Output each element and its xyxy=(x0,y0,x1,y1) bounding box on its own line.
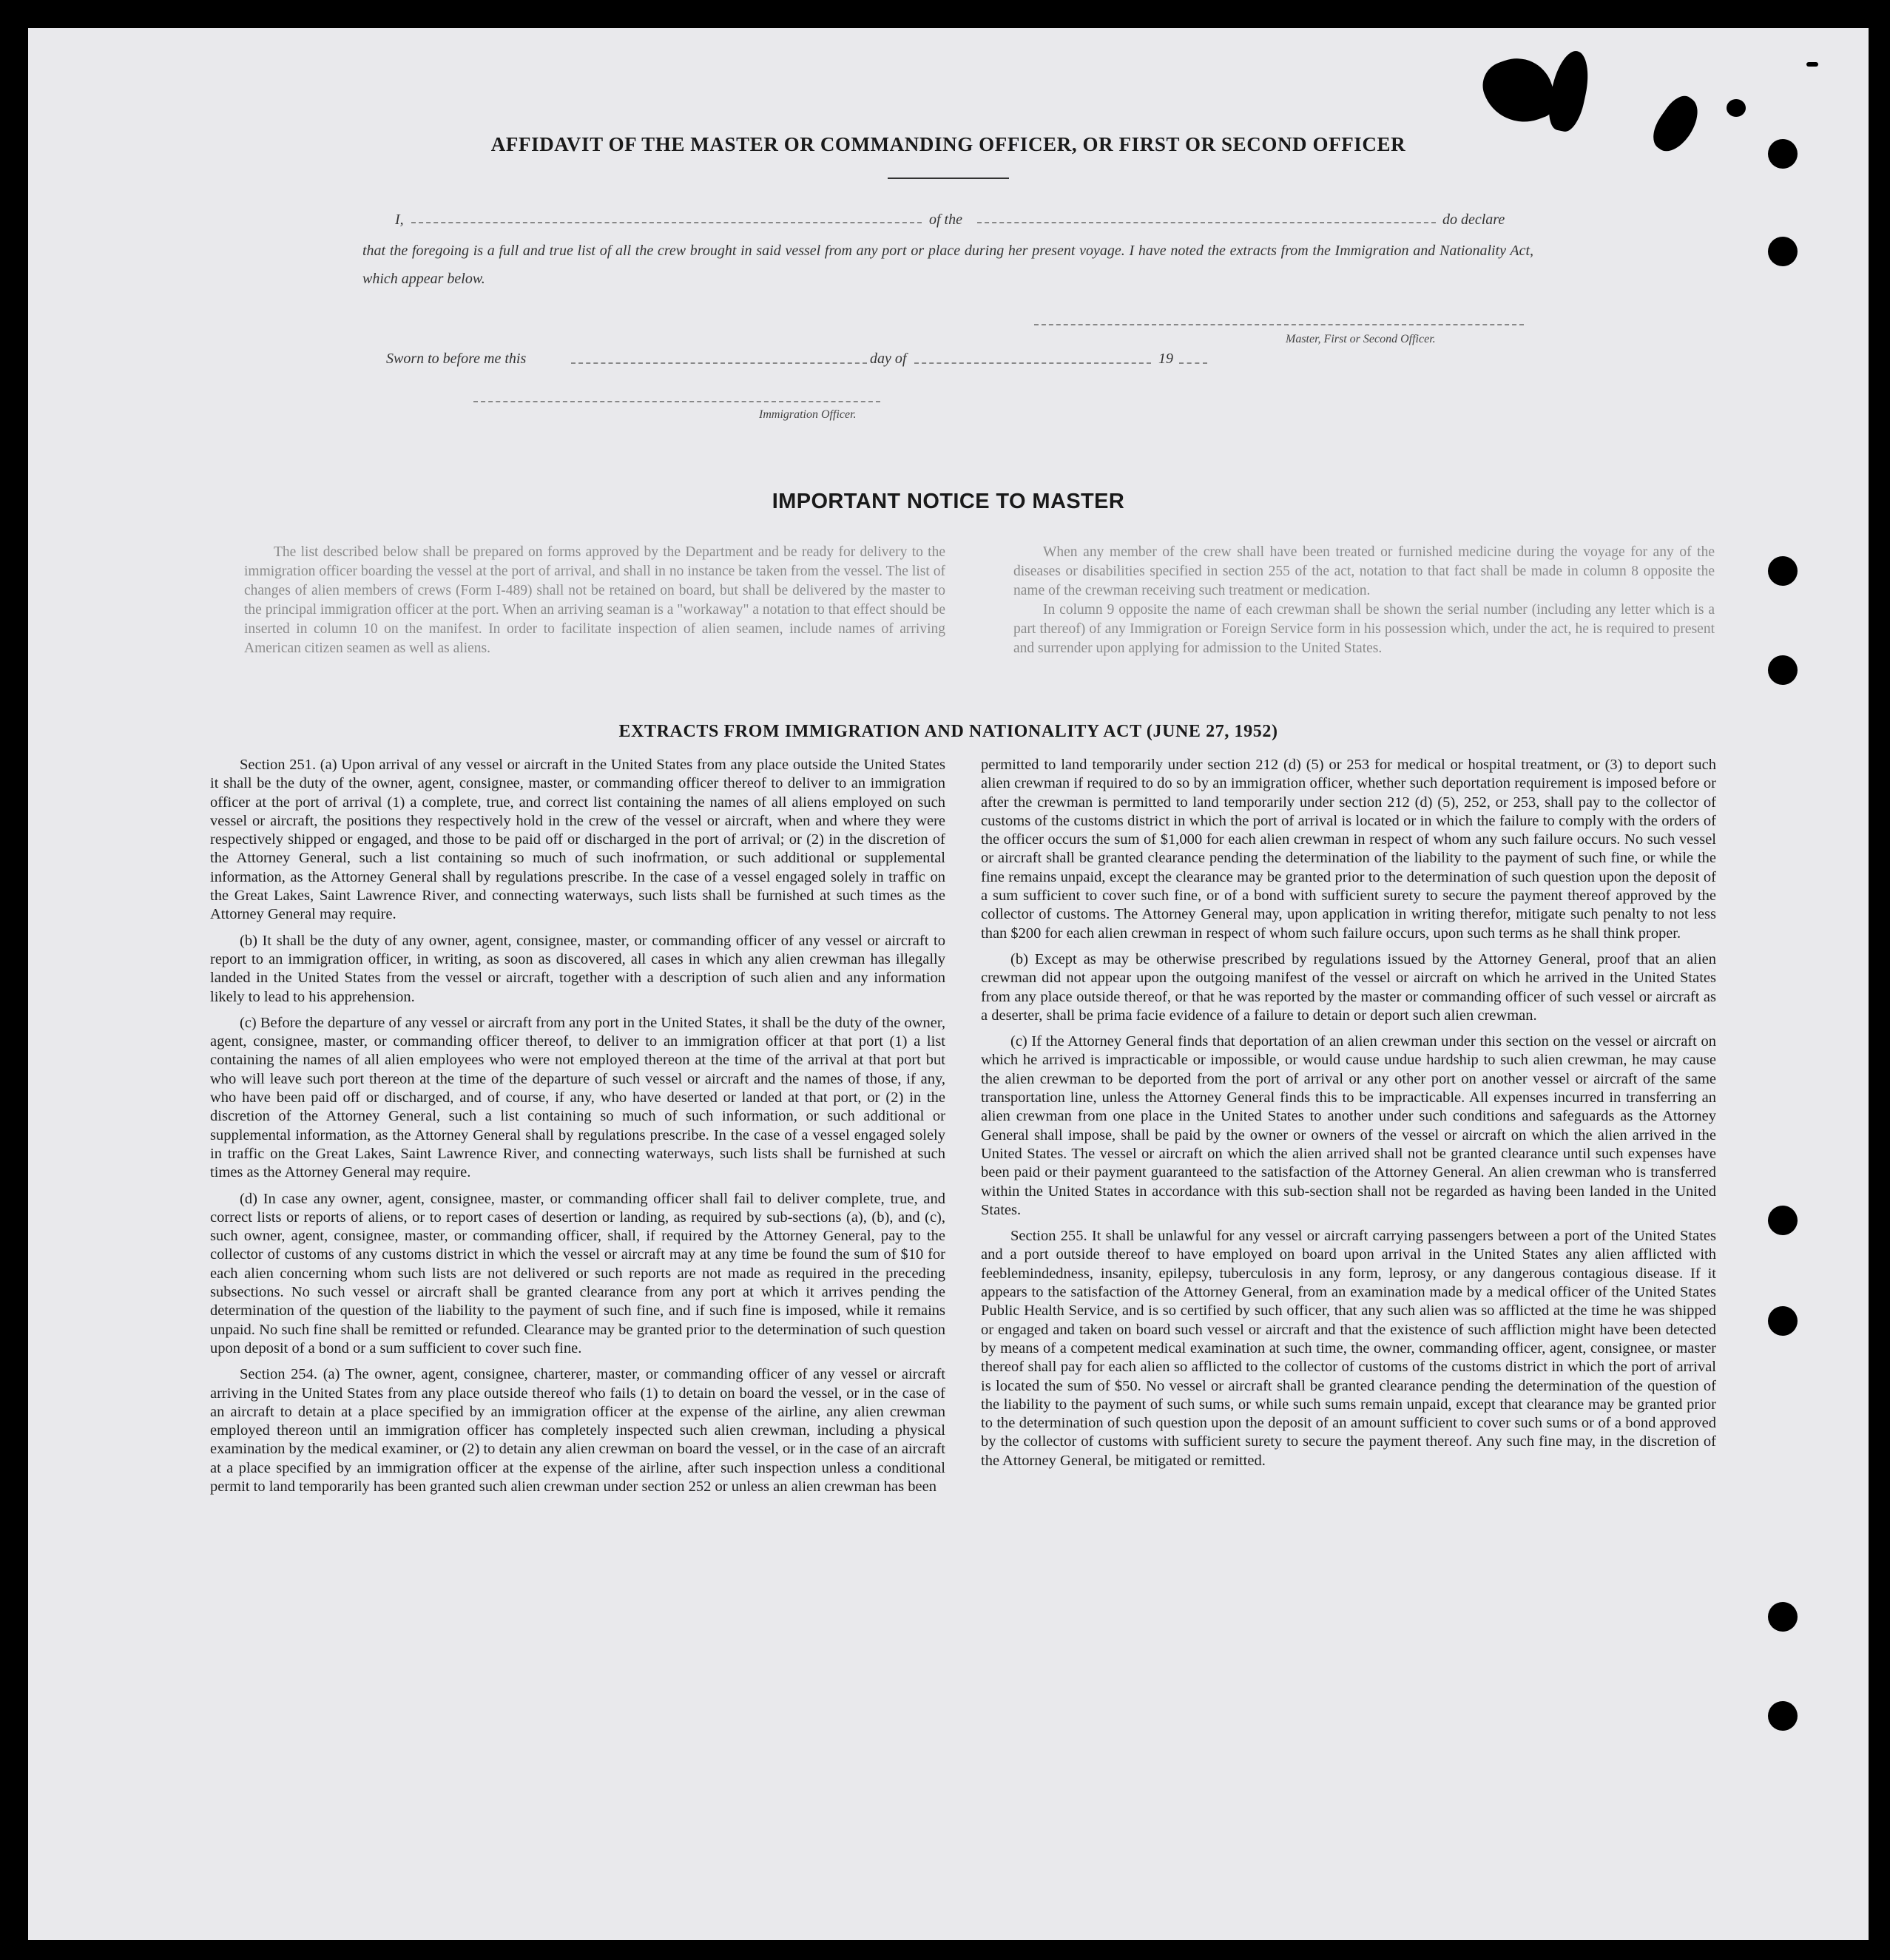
extracts-left-column xyxy=(210,756,945,1504)
section-251b: (b) It shall be the duty of any owner, agent, consignee, master, or commanding officer of any vessel or aircraft to report to an immigration officer, in writing, as soon as discovered, all cases in which any alien crewman has illegally landed in the United States from the vessel or aircraft, together with a description of such alien and any information likely to lead to his apprehension. xyxy=(210,932,945,1005)
section-254c: (c) If the Attorney General finds that deportation of an alien crewman under this section on the vessel or aircraft on which he arrived is impracticable or impossible, or would cause undue hardship to such alien crewman, he may cause the alien crewman to be deported from the port of arrival or any other port on another vessel or aircraft of the same transportation line, unless the Attorney General finds this to be impracticable. All expenses incurred in transferring an alien crewman from one place in the United States to another under such conditions and safeguards as the Attorney General shall impose, shall be paid by the owner or owners of the vessel or aircraft on which the alien arrived in the United States. The vessel or aircraft on which the alien arrived shall not be granted clearance until such expenses have been paid or their payment guaranteed to the satisfaction of the Attorney General. An alien crewman who is transferred within the United States in accordance with this sub-section shall not be regarded as having been landed in the United States. xyxy=(981,1033,1716,1218)
section-254b: (b) Except as may be otherwise prescribed by regulations issued by the Attorney General, proof that an alien crewman did not appear upon the outgoing manifest of the vessel or aircraft on which he arrived in the United States from any place outside thereof, or that he was reported by the master or commanding officer of such vessel or aircraft as a deserter, shall be prima facie evidence of a failure to detain or deport such alien crewman. xyxy=(981,950,1716,1024)
sworn-month-field[interactable] xyxy=(914,362,1151,364)
notice-right-paragraph-2: In column 9 opposite the name of each crewman shall be shown the serial number (including any letter which is a part thereof) of any Immigration or Foreign Service form in his possession which, under the act, he is required to present and surrender upon applying for admission to the United States. xyxy=(1013,602,1715,656)
year-label: 19 xyxy=(1158,351,1173,367)
punch-hole xyxy=(1768,1701,1798,1731)
ink-blot xyxy=(1544,47,1594,134)
affidavit-i-label: I, xyxy=(395,212,404,228)
immigration-signature-caption: Immigration Officer. xyxy=(759,408,857,421)
notice-right-paragraph-1: When any member of the crew shall have been treated or furnished medicine during the voyage for any of the diseases or disabilities specified in section 255 of the act, notation to that fact shall be made in column 8 opposite the name of the crewman receiving such treatment or medication. xyxy=(1013,544,1715,598)
affidavit-of-the: of the xyxy=(929,212,962,228)
document-page xyxy=(28,28,1869,1940)
notice-title: IMPORTANT NOTICE TO MASTER xyxy=(772,490,1125,513)
vessel-field[interactable] xyxy=(977,222,1436,223)
sworn-day-field[interactable] xyxy=(571,362,867,364)
declarant-name-field[interactable] xyxy=(411,222,922,223)
title-divider xyxy=(888,178,1009,179)
sworn-label: Sworn to before me this xyxy=(386,351,527,367)
section-251a: Section 251. (a) Upon arrival of any vessel or aircraft in the United States from any place outside the United States it shall be the duty of the owner, agent, consignee, master, or commanding officer thereof to deliver to an immigration officer at the port of arrival (1) a complete, true, and correct list containing the names of all aliens employed on such vessel or aircraft, the positions they respectively hold in the crew of the vessel or aircraft, when and where they were respectively shipped or engaged, and those to be paid off or discharged in the port of arrival; or (2) in the discretion of the Attorney General, such a list containing so much of such inofrmation, or such additional or supplemental information, as the Attorney General shall by regulations prescribe. In the case of a vessel engaged solely in traffic on the Great Lakes, Saint Lawrence River, and connecting waterways, such lists shall be furnished at such times as the Attorney General may require. xyxy=(210,757,945,923)
section-254a-continued: permitted to land temporarily under section 212 (d) (5) or 253 for medical or hospital treatment, or (3) to deport such alien crewman if required to do so by an immigration officer, whether such deportation requirement is imposed before or after the crewman is permitted to land temporarily under section 212 (d) (5), 252, or 253, shall pay to the collector of customs of the customs district in which the port of arrival is located or in which the failure to comply with the orders of the officer occurs the sum of $1,000 for each alien crewman in respect of whom any such failure occurs. No such vessel or aircraft shall be granted clearance pending the determination of the liability to the payment of such fine, or while the fine remains unpaid, except the clearance may be granted prior to the determination of such question upon the deposit of a sum sufficient to cover such fine, or of a bond with sufficient surety to secure the payment thereof approved by the collector of customs. The Attorney General may, upon application in writing therefor, mitigate such penalty to not less than $200 for each alien crewman in respect of whom such failure occurs, upon such terms as he shall think proper. xyxy=(981,757,1716,942)
punch-hole xyxy=(1768,556,1798,586)
officer-signature-line[interactable] xyxy=(1034,324,1524,325)
ink-blot xyxy=(1476,48,1561,133)
section-255: Section 255. It shall be unlawful for any vessel or aircraft carrying passengers between a port of the United States and a port outside thereof to have employed on board upon arrival in the United States any alien afflicted with feeblemindedness, insanity, epilepsy, tuberculosis in any form, leprosy, or any dangerous contagious disease. If it appears to the satisfaction of the Attorney General, from an examination made by a medical officer of the United States Public Health Service, and is so certified by such officer, that any such alien was so afflicted at the time he was shipped or engaged and taken on board such vessel or aircraft and that the existence of such affliction might have been detected by means of a competent medical examination at such time, the owner, commanding officer, agent, consignee, or master thereof shall pay for each alien so afflicted to the collector of customs of the customs district in which the port of arrival is located the sum of $50. No vessel or aircraft shall be granted clearance pending the determination of the question of the liability to the payment of such sums, or while such sums remain unpaid, except that clearance may be granted prior to the determination of such question upon the deposit of an amount sufficient to cover such sums or of a bond approved by the collector of customs with sufficient surety to secure the payment thereof. Any such fine may, in the discretion of the Attorney General, be mitigated or remitted. xyxy=(981,1228,1716,1469)
punch-hole xyxy=(1768,1306,1798,1336)
extracts-right-column xyxy=(981,756,1716,1478)
affidavit-title: AFFIDAVIT OF THE MASTER OR COMMANDING OFFICER, OR FIRST OR SECOND OFFICER xyxy=(490,133,1406,155)
notice-left-column xyxy=(244,543,945,658)
notice-left-paragraph: The list described below shall be prepared on forms approved by the Department and be ready for delivery to the immigration officer boarding the vessel at the port of arrival, and shall in no instance be taken from the vessel. The list of changes of alien members of crews (Form I-489) shall not be retained on board, but shall be delivered by the master to the principal immigration officer at the port. When an arriving seaman is a "workaway" a notation to that effect should be inserted in column 10 on the manifest. In order to facilitate inspection of alien seamen, include names of arriving American citizen seamen as well as aliens. xyxy=(244,544,945,656)
sworn-year-field[interactable] xyxy=(1179,362,1207,364)
ink-blot xyxy=(1727,99,1746,117)
immigration-signature-line[interactable] xyxy=(473,401,880,402)
notice-right-column xyxy=(1013,543,1715,658)
section-254a: Section 254. (a) The owner, agent, consignee, charterer, master, or commanding officer of any vessel or aircraft arriving in the United States from any place outside thereof who fails (1) to detain on board the vessel, or in the case of an aircraft to detain at a place specified by an immigration officer at the expense of the airline, any alien crewman employed thereon until an immigration officer has completely inspected such alien crewman, including a physical examination by the medical examiner, or (2) to detain any alien crewman on board the vessel, or in the case of an aircraft at a place specified by an immigration officer at the expense of the airline, after such inspection unless a conditional permit to land temporarily has been granted such alien crewman under section 252 or unless an alien crewman has been xyxy=(210,1366,945,1495)
officer-signature-caption: Master, First or Second Officer. xyxy=(1286,333,1436,345)
punch-hole xyxy=(1768,139,1798,169)
extracts-title: EXTRACTS FROM IMMIGRATION AND NATIONALITY ACT (JUNE 27, 1952) xyxy=(618,722,1278,741)
punch-hole xyxy=(1768,1602,1798,1632)
punch-hole xyxy=(1768,655,1798,685)
day-of-label: day of xyxy=(870,351,907,367)
punch-hole xyxy=(1768,237,1798,266)
affidavit-declaration: that the foregoing is a full and true list of all the crew brought in said vessel from any port or place during her present voyage. I have noted the extracts from the Immigration and Nationality Act, which appear below. xyxy=(362,243,1533,287)
ink-blot xyxy=(1806,62,1818,67)
affidavit-do-declare: do declare xyxy=(1442,212,1505,228)
section-251c: (c) Before the departure of any vessel or aircraft from any port in the United States, it shall be the duty of the owner, agent, consignee, master, or commanding officer thereof, to deliver to an immigration officer at that port (1) a list containing the names of all alien employees who were not employed thereon at the time of the arrival at that port but who will leave such port thereon at the time of the departure of such vessel or aircraft and the names of those, if any, who have been paid off or discharged, and of course, if any, who have deserted or landed at that port, or (2) in the discretion of the Attorney General, such a list containing so much of such information, or such additional or supplemental information, as the Attorney General shall by regulations prescribe. In the case of a vessel engaged solely in traffic on the Great Lakes, Saint Lawrence River, and connecting waterways, such lists shall be furnished at such times as the Attorney General may require. xyxy=(210,1014,945,1181)
punch-hole xyxy=(1768,1206,1798,1235)
section-251d: (d) In case any owner, agent, consignee, master, or commanding officer shall fail to deliver complete, true, and correct lists or reports of aliens, or to report cases of desertion or landing, as required by sub-sections (a), (b), and (c), such owner, agent, consignee, master, or commanding officer, shall, if required by the Attorney General, pay to the collector of customs of any customs district in which the vessel or aircraft may at any time be found the sum of $10 for each alien concerning whom such lists are not delivered or such reports are not made as required in the preceding subsections. No such vessel or aircraft shall be granted clearance from any port at which it arrives pending the determination of the question of the liability to the payment of such fine, and if such fine is imposed, while it remains unpaid. No such fine shall be remitted or refunded. Clearance may be granted prior to the determination of such question upon deposit of a bond or a sum sufficient to cover such fine. xyxy=(210,1190,945,1356)
